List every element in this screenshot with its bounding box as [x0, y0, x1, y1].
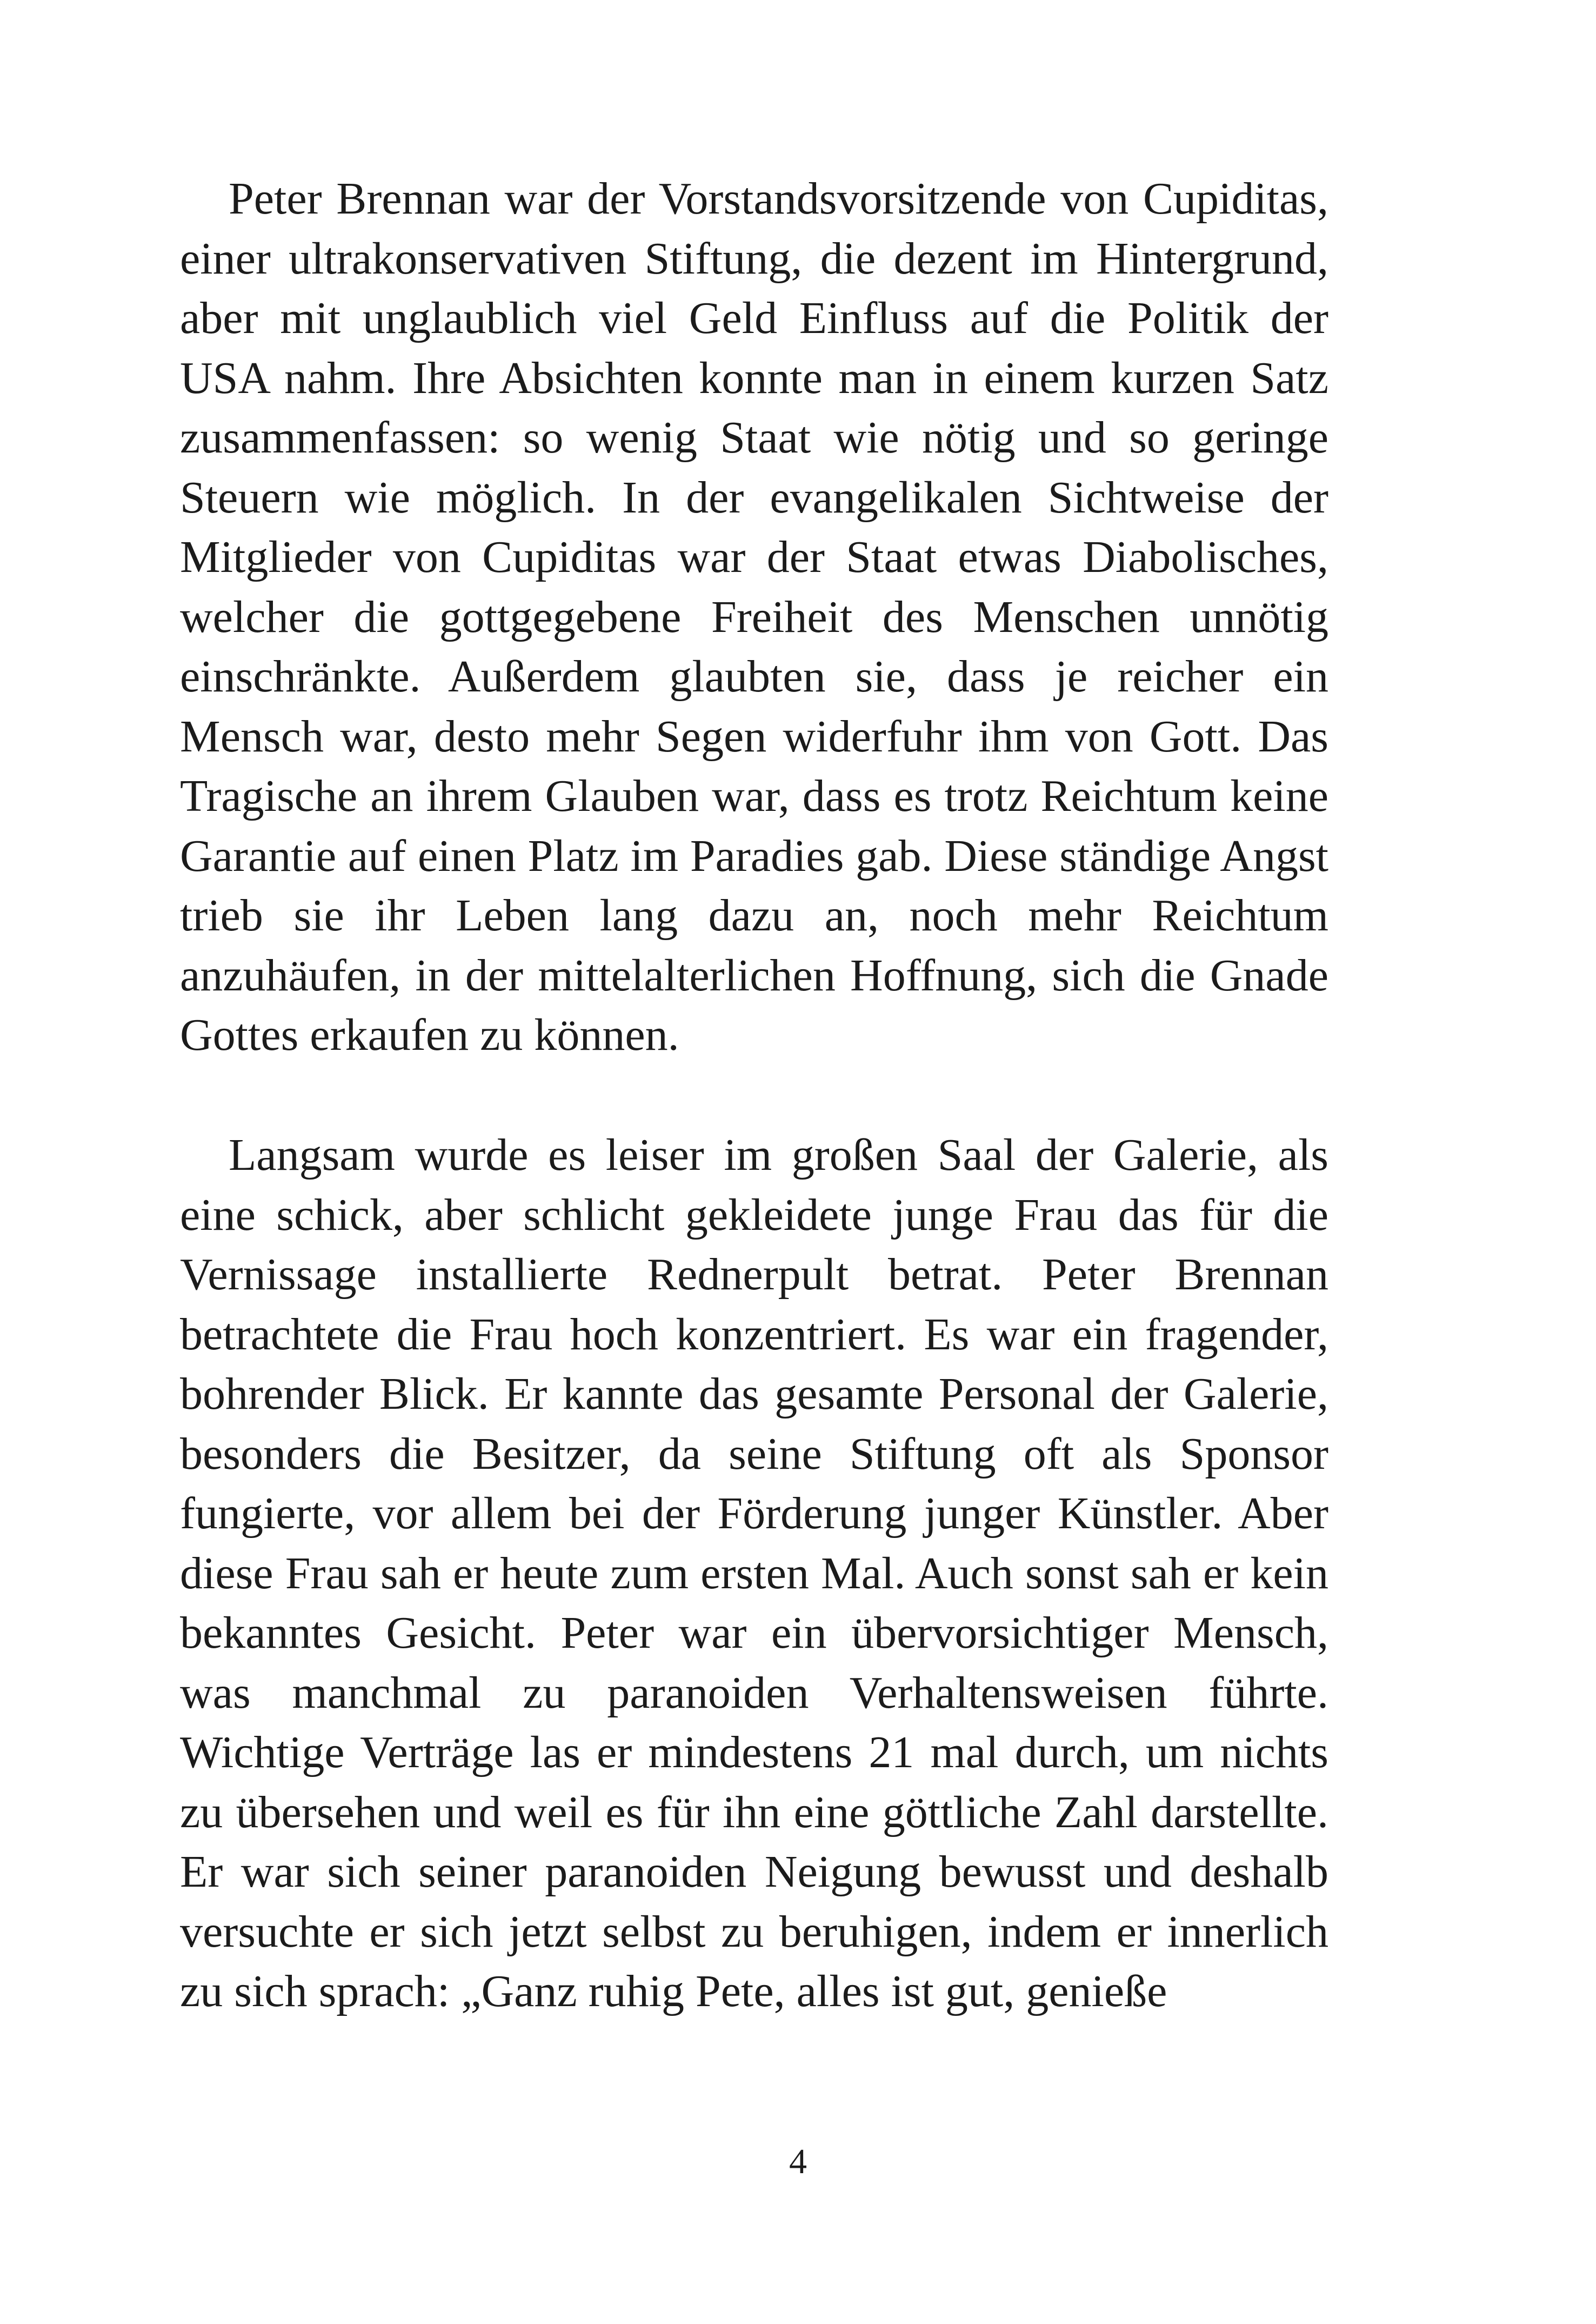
paragraph-2-text: Langsam wurde es leiser im großen Saal der Galerie, als eine schick, aber schlicht gekleidete junge Frau das für die Vernissage installierte Rednerpult betrat. Peter Brennan betrachtete die Frau hoch konzentriert. Es war ein fragender, bohrender Blick. Er kannte das gesamte Personal der Galerie, besonders die Besitzer, da seine Stiftung oft als Sponsor fungierte, vor allem bei der Förderung junger Künstler. Aber diese Frau sah er heute zum ersten Mal. Auch sonst sah er kein bekanntes Gesicht. Peter war ein übervorsichtiger Mensch, was manchmal zu paranoiden Verhaltensweisen führte. Wichtige Verträge las er mindestens 21 mal durch, um nichts zu übersehen und weil es für ihn eine göttliche Zahl darstellte. Er war sich seiner paranoiden Neigung bewusst und deshalb versuchte er sich jetzt selbst zu beruhigen, indem er innerlich zu sich sprach: „Ganz ruhig Pete, alles ist gut, genieße: [180, 1130, 1328, 2016]
paragraph-2: [180, 1126, 1328, 2022]
page-number: 4: [789, 2142, 807, 2181]
paragraph-1: [180, 169, 1328, 1066]
paragraph-1-text: Peter Brennan war der Vorstandsvorsitzende von Cupiditas, einer ultrakonservativen Stiftung, die dezent im Hintergrund, aber mit unglaublich viel Geld Einfluss auf die Politik der USA nahm. Ihre Absichten konnte man in einem kurzen Satz zusammenfassen: so wenig Staat wie nötig und so geringe Steuern wie möglich. In der evangelikalen Sichtweise der Mitglieder von Cupiditas war der Staat etwas Diabolisches, welcher die gottgegebene Freiheit des Menschen unnötig einschränkte. Außerdem glaubten sie, dass je reicher ein Mensch war, desto mehr Segen widerfuhr ihm von Gott. Das Tragische an ihrem Glauben war, dass es trotz Reichtum keine Garantie auf einen Platz im Paradies gab. Diese ständige Angst trieb sie ihr Leben lang dazu an, noch mehr Reichtum anzuhäufen, in der mittelalterlichen Hoffnung, sich die Gnade Gottes erkaufen zu können.: [180, 174, 1328, 1060]
